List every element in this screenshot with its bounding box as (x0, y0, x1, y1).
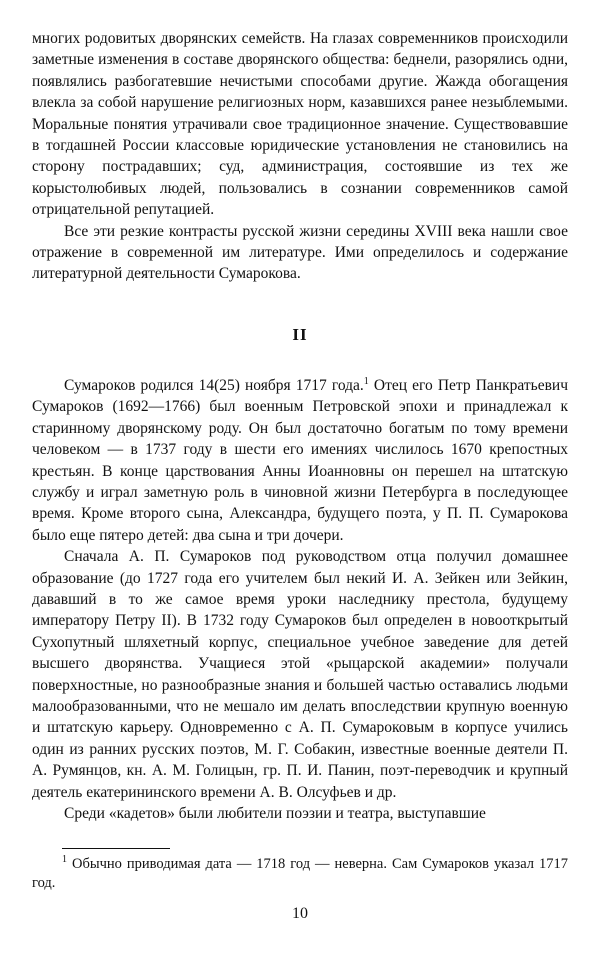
footnote-text: Обычно приводимая дата — 1718 год — неверна. Сам Сумароков указал 1717 год. (32, 856, 568, 892)
page-number: 10 (292, 905, 308, 922)
section-heading: II (292, 324, 308, 344)
footnote-reference: 1 (363, 375, 369, 387)
paragraph-2: Все эти резкие контрасты русской жизни середины XVIII века нашли свое отражение в современной им литературе. Ими определилось и содержание литературной деятельности Сумарокова. (32, 222, 568, 283)
paragraph-5: Среди «кадетов» были любители поэзии и театра, выступавшие (64, 805, 486, 822)
page-body (32, 28, 568, 893)
paragraph-3-rest: Отец его Петр Панкратьевич Сумароков (1692—1766) был военным Петровской эпохи и принадлежал к старинному дворянскому роду. Он был достаточно богатым по тому времени человеком — в 1737 году в шести его имениях числилось 1670 крепостных крестьян. В конце царствования Анны Иоанновны он перешел на штатскую службу и играл заметную роль в чиновной жизни Петербурга в последующее время. Кроме второго сына, Александра, будущего поэта, у П. П. Сумарокова было еще пятеро детей: два сына и три дочери. (32, 376, 568, 544)
paragraph-1: многих родовитых дворянских семейств. На глазах современников происходили заметные изменения в составе дворянского общества: беднели, разорялись одни, появлялись разбогатевшие нечистыми способами другие. Жажда обогащения влекла за собой нарушение религиозных норм, казавшихся ранее незыблемыми. Моральные понятия утрачивали свое традиционное значение. Существовавшие в тогдашней России классовые юридические установления не становились на сторону пострадавших; суд, администрация, состоявшие из тех же корыстолюбивых людей, пользовались в сознании современников самой отрицательной репутацией. (32, 30, 568, 219)
paragraph-3 (32, 375, 568, 546)
footnote-marker: 1 (62, 854, 67, 866)
paragraph-3-start: Сумароков родился 14(25) ноября 1717 года. (64, 376, 364, 394)
footnote (32, 855, 568, 893)
footnote-divider (62, 848, 170, 849)
paragraph-4: Сначала А. П. Сумароков под руководством отца получил домашнее образование (до 1727 года его учителем был некий И. А. Зейкен или Зейкин, дававший в то же самое время уроки наследнику престола, будущему императору Петру II). В 1732 году Сумароков был определен в новооткрытый Сухопутный шляхетный корпус, специальное учебное заведение для детей высшего дворянства. Учащиеся этой «рыцарской академии» получали поверхностные, но разнообразные знания и большей частью оставались людьми малообразованными, что не мешало им делать впоследствии крупную военную и штатскую карьеру. Одновременно с А. П. Сумароковым в корпусе учились один из ранних русских поэтов, М. Г. Собакин, известные военные деятели П. А. Румянцов, кн. А. М. Голицын, гр. П. И. Панин, поэт-переводчик и крупный деятель екатерининского времени А. В. Олсуфьев и др. (32, 548, 568, 801)
